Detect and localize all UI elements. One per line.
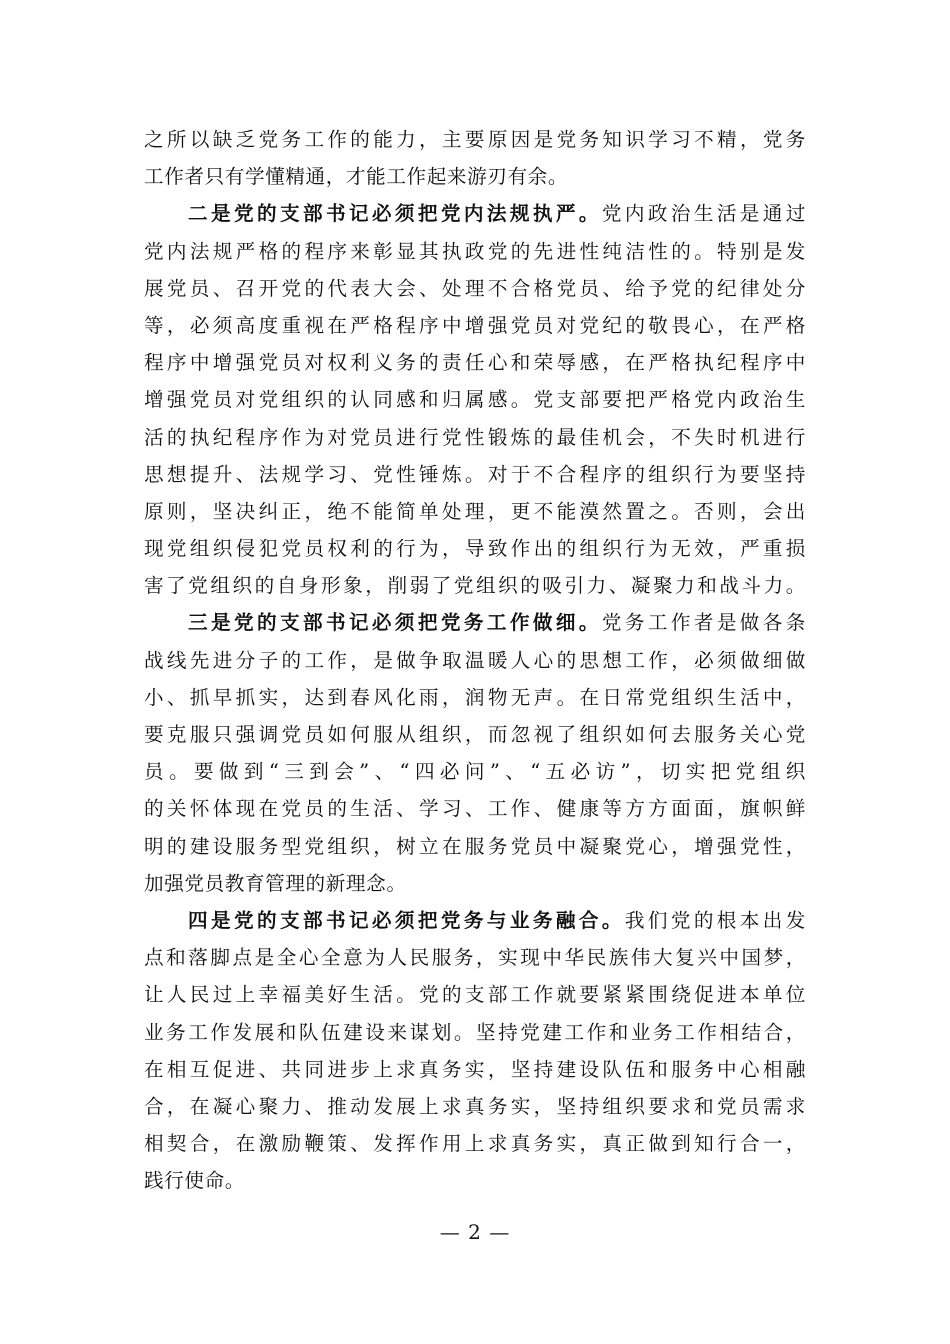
paragraph-first-line-text: 党务工作者是做各条 xyxy=(601,611,806,635)
text-line: 在相互促进、共同进步上求真务实，坚持建设队伍和服务中心相融 xyxy=(144,1057,806,1081)
text-line: 现党组织侵犯党员权利的行为，导致作出的组织行为无效，严重损 xyxy=(144,537,806,561)
text-line: 合，在凝心聚力、推动发展上求真务实，坚持组织要求和党员需求 xyxy=(144,1094,806,1118)
text-line: 程序中增强党员对权利义务的责任心和荣辱感，在严格执纪程序中 xyxy=(144,351,806,375)
paragraph-heading: 四是党的支部书记必须把党务与业务融合。 xyxy=(188,908,625,932)
paragraph-first-line-text: 党内政治生活是通过 xyxy=(601,202,806,226)
text-line: 明的建设服务型党组织，树立在服务党员中凝聚党心，增强党性， xyxy=(144,834,806,858)
text-line: 践行使命。 xyxy=(144,1169,245,1193)
text-line: 展党员、召开党的代表大会、处理不合格党员、给予党的纪律处分 xyxy=(144,276,806,300)
paragraph-first-line-text: 我们党的根本出发 xyxy=(624,908,806,932)
text-line: 小、抓早抓实，达到春风化雨，润物无声。在日常党组织生活中， xyxy=(144,685,806,709)
text-line: 相契合，在激励鞭策、发挥作用上求真务实，真正做到知行合一， xyxy=(144,1132,806,1156)
page-number: — 2 — xyxy=(439,1220,511,1244)
text-line: 业务工作发展和队伍建设来谋划。坚持党建工作和业务工作相结合， xyxy=(144,1020,806,1044)
text-line: 活的执纪程序作为对党员进行党性锻炼的最佳机会，不失时机进行 xyxy=(144,425,806,449)
paragraph-party-work-detail xyxy=(144,604,806,902)
document-body xyxy=(144,121,806,1199)
paragraph-intro xyxy=(144,121,806,195)
text-line: 原则，坚决纠正，绝不能简单处理，更不能漠然置之。否则，会出 xyxy=(144,499,806,523)
text-line: 之所以缺乏党务工作的能力，主要原因是党务知识学习不精，党务 xyxy=(144,128,806,151)
text-line: 加强党员教育管理的新理念。 xyxy=(144,871,407,895)
paragraph-party-regulations xyxy=(144,195,806,604)
text-line: 等，必须高度重视在严格程序中增强党员对党纪的敬畏心，在严格 xyxy=(144,313,806,337)
paragraph-first-line xyxy=(144,902,806,939)
text-line: 害了党组织的自身形象，削弱了党组织的吸引力、凝聚力和战斗力。 xyxy=(144,574,806,598)
paragraph-party-business-integration xyxy=(144,902,806,1200)
paragraph-first-line xyxy=(144,604,806,641)
paragraph-heading: 二是党的支部书记必须把党内法规执严。 xyxy=(188,202,602,226)
text-line: 要克服只强调党员如何服从组织，而忽视了组织如何去服务关心党 xyxy=(144,723,806,746)
text-line: 让人民过上幸福美好生活。党的支部工作就要紧紧围绕促进本单位 xyxy=(144,983,806,1007)
paragraph-first-line xyxy=(144,195,806,232)
paragraph-heading: 三是党的支部书记必须把党务工作做细。 xyxy=(188,611,602,635)
text-line: 工作者只有学懂精通，才能工作起来游刃有余。 xyxy=(144,165,569,189)
text-line: 战线先进分子的工作，是做争取温暖人心的思想工作，必须做细做 xyxy=(144,648,806,672)
text-line: 思想提升、法规学习、党性锤炼。对于不合程序的组织行为要坚持 xyxy=(144,462,806,486)
text-line: 员。要做到“三到会”、“四必问”、“五必访”，切实把党组织 xyxy=(144,760,806,784)
text-line: 点和落脚点是全心全意为人民服务，实现中华民族伟大复兴中国梦， xyxy=(144,946,806,970)
text-line: 的关怀体现在党员的生活、学习、工作、健康等方方面面，旗帜鲜 xyxy=(144,797,806,821)
text-line: 党内法规严格的程序来彰显其执政党的先进性纯洁性的。特别是发 xyxy=(144,239,806,263)
text-line: 增强党员对党组织的认同感和归属感。党支部要把严格党内政治生 xyxy=(144,388,806,412)
